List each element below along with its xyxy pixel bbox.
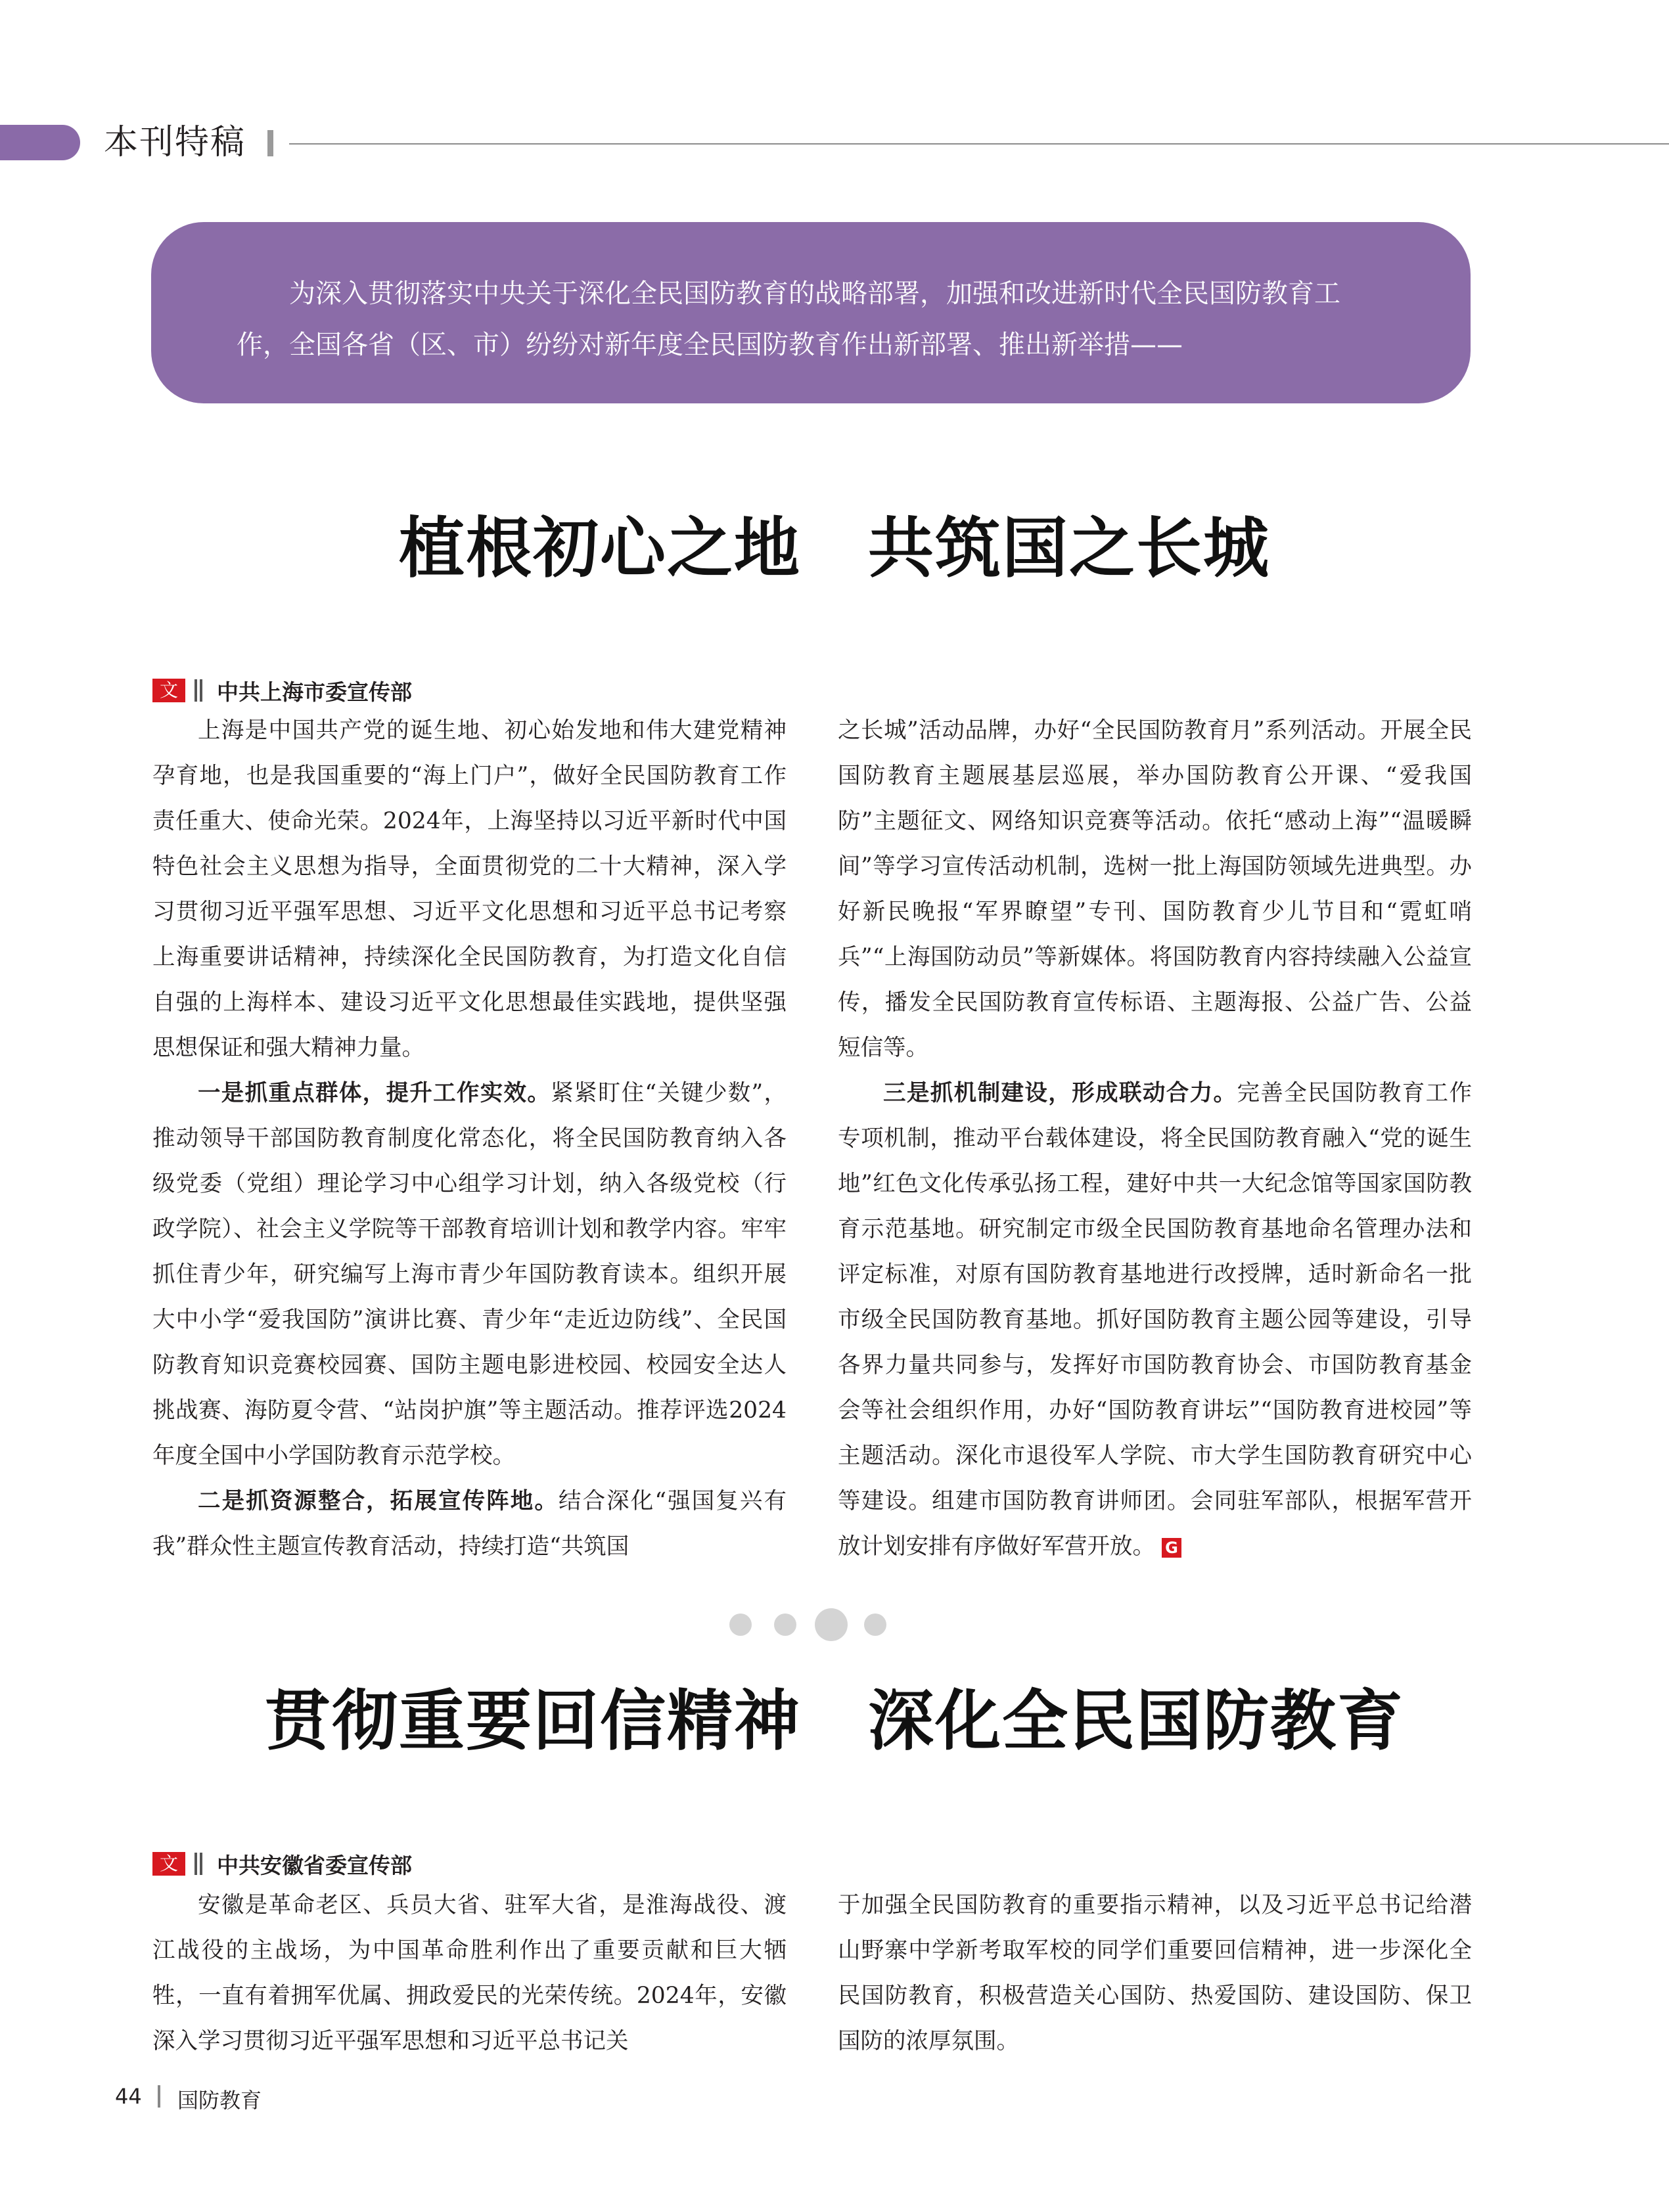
paragraph: 安徽是革命老区、兵员大省、驻军大省，是淮海战役、渡江战役的主战场，为中国革命胜利作出了重要贡献和巨大牺牲，一直有着拥军优属、拥政爱民的光荣传统。2024年，安徽深入学习贯彻习近平强军思想和习近平总书记关 xyxy=(152,1892,787,2054)
section-separator xyxy=(267,130,273,156)
byline-author: 中共上海市委宣传部 xyxy=(217,679,412,705)
article-2-right-column xyxy=(838,1883,1472,2064)
paragraph: 于加强全民国防教育的重要指示精神，以及习近平总书记给潜山野寨中学新考取军校的同学们重要回信精神，进一步深化全民国防教育，积极营造关心国防、热爱国防、建设国防、保卫国防的浓厚氛围。 xyxy=(838,1892,1472,2054)
byline-divider xyxy=(200,1853,202,1875)
section-tab-marker xyxy=(0,125,80,160)
paragraph-lead: 二是抓资源整合，拓展宣传阵地。 xyxy=(198,1488,559,1514)
publication-name: 国防教育 xyxy=(177,2088,262,2113)
dot-icon xyxy=(774,1614,796,1636)
end-mark-icon: G xyxy=(1162,1538,1181,1558)
paragraph-lead: 三是抓机制建设，形成联动合力。 xyxy=(883,1080,1237,1106)
paragraph-body: 结合深化“强国复兴有我”群众性主题宣传教育活动，持续打造“共筑国 xyxy=(152,1488,787,1560)
paragraph: 之长城”活动品牌，办好“全民国防教育月”系列活动。开展全民国防教育主题展基层巡展，举办国防教育公开课、“爱我国防”主题征文、网络知识竞赛等活动。依托“感动上海”“温暖瞬间”等学习宣传活动机制，选树一批上海国防领域先进典型。办好新民晚报“军界瞭望”专刊、国防教育少儿节目和“霓虹哨兵”“上海国防动员”等新媒体。将国防教育内容持续融入公益宣传，播发全民国防教育宣传标语、主题海报、公益广告、公益短信等。 xyxy=(838,717,1472,1061)
header-rule xyxy=(289,143,1669,145)
dot-icon xyxy=(815,1608,848,1641)
byline-divider xyxy=(194,1853,197,1875)
footer-separator xyxy=(158,2085,160,2108)
paragraph xyxy=(838,1071,1472,1569)
paragraph xyxy=(152,1071,787,1479)
byline-text-icon: 文 xyxy=(152,1852,185,1876)
paragraph: 上海是中国共产党的诞生地、初心始发地和伟大建党精神孕育地，也是我国重要的“海上门户”，做好全民国防教育工作责任重大、使命光荣。2024年，上海坚持以习近平新时代中国特色社会主义思想为指导，全面贯彻党的二十大精神，深入学习贯彻习近平强军思想、习近平文化思想和习近平总书记考察上海重要讲话精神，持续深化全民国防教育，为打造文化自信自强的上海样本、建设习近平文化思想最佳实践地，提供坚强思想保证和强大精神力量。 xyxy=(152,717,787,1061)
byline-shanghai xyxy=(152,674,412,707)
article-1-right-column xyxy=(838,708,1472,1569)
article-2-left-column xyxy=(152,1883,787,2064)
section-divider-dots xyxy=(723,1603,894,1642)
byline-author: 中共安徽省委宣传部 xyxy=(217,1852,412,1878)
page-number: 44 xyxy=(115,2084,142,2109)
paragraph xyxy=(152,1479,787,1569)
dot-icon xyxy=(864,1614,886,1636)
paragraph-lead: 一是抓重点群体，提升工作实效。 xyxy=(198,1080,551,1106)
byline-divider xyxy=(200,679,202,702)
article-1-left-column xyxy=(152,708,787,1569)
paragraph-body: 紧紧盯住“关键少数”，推动领导干部国防教育制度化常态化，将全民国防教育纳入各级党委（党组）理论学习中心组学习计划，纳入各级党校（行政学院）、社会主义学院等干部教育培训计划和教学内容。牢牢抓住青少年，研究编写上海市青少年国防教育读本。组织开展大中小学“爱我国防”演讲比赛、青少年“走近边防线”、全民国防教育知识竞赛校园赛、国防主题电影进校园、校园安全达人挑战赛、海防夏令营、“站岗护旗”等主题活动。推荐评选2024年度全国中小学国防教育示范学校。 xyxy=(152,1080,787,1469)
intro-box xyxy=(151,222,1471,403)
byline-divider xyxy=(194,679,197,702)
article-title-anhui: 贯彻重要回信精神 深化全民国防教育 xyxy=(265,1682,1404,1759)
byline-text-icon: 文 xyxy=(152,679,185,702)
paragraph-body: 完善全民国防教育工作专项机制，推动平台载体建设，将全民国防教育融入“党的诞生地”红色文化传承弘扬工程，建好中共一大纪念馆等国家国防教育示范基地。研究制定市级全民国防教育基地命名管理办法和评定标准，对原有国防教育基地进行改授牌，适时新命名一批市级全民国防教育基地。抓好国防教育主题公园等建设，引导各界力量共同参与，发挥好市国防教育协会、市国防教育基金会等社会组织作用，办好“国防教育讲坛”“国防教育进校园”等主题活动。深化市退役军人学院、市大学生国防教育研究中心等建设。组建市国防教育讲师团。会同驻军部队，根据军营开放计划安排有序做好军营开放。 xyxy=(838,1080,1472,1560)
article-title-shanghai: 植根初心之地 共筑国之长城 xyxy=(399,510,1270,587)
byline-anhui xyxy=(152,1847,412,1880)
section-title: 本刊特稿 xyxy=(104,123,246,162)
intro-text: 为深入贯彻落实中央关于深化全民国防教育的战略部署，加强和改进新时代全民国防教育工作，全国各省（区、市）纷纷对新年度全民国防教育作出新部署、推出新举措—— xyxy=(237,279,1340,360)
dot-icon xyxy=(729,1614,752,1636)
